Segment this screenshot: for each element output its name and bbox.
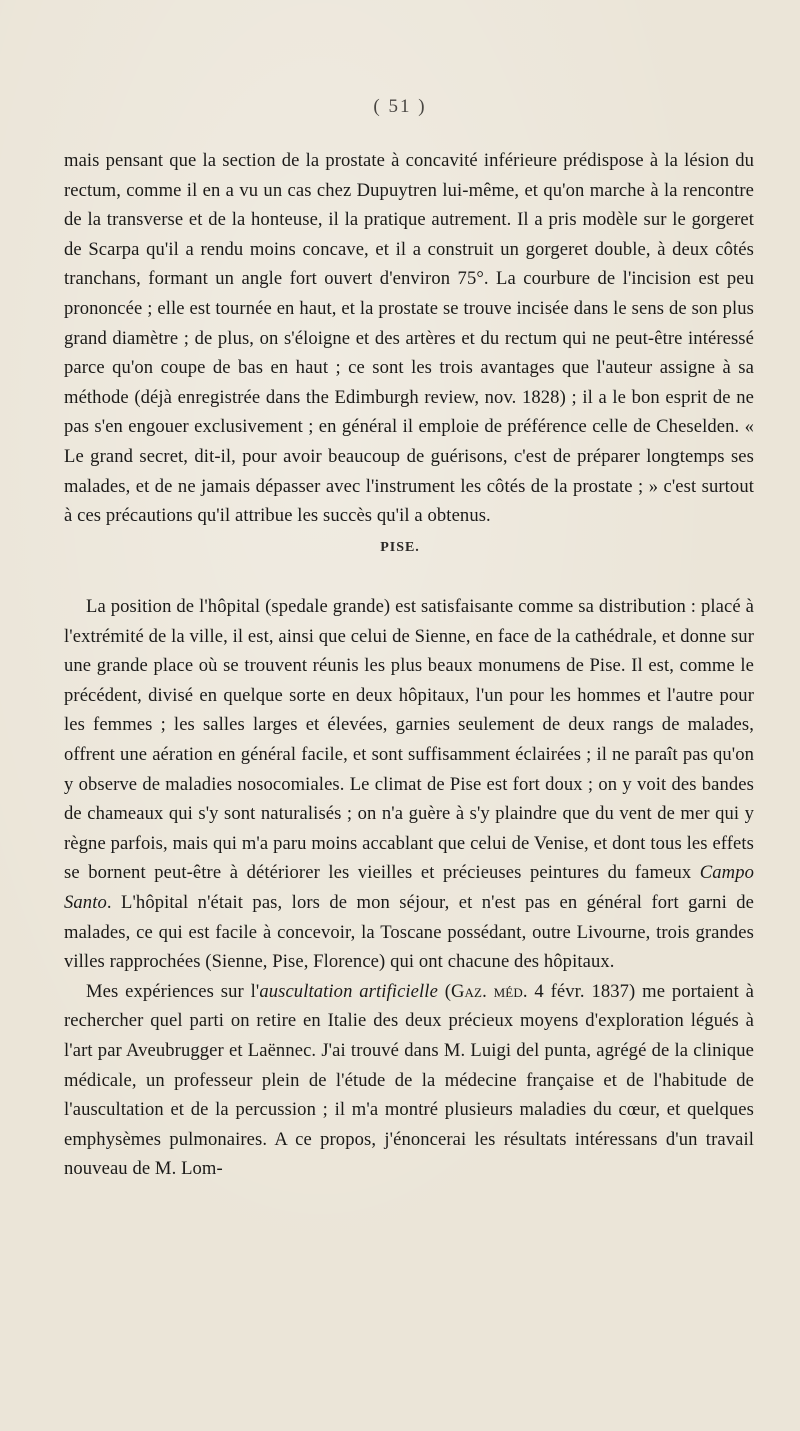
- paragraph: [64, 592, 754, 977]
- paragraph: [64, 977, 754, 1184]
- paragraph-text: (: [437, 980, 452, 1002]
- paragraph-text: 4 févr. 1837) me portaient à rechercher quel parti on retire en Italie des deux précieux moyens d'exploration légués à l'art par Aveubrugger et Laënnec. J'ai trouvé dans M. Luigi del punta, agrégé de la clinique médicale, un professeur plein de l'étude de la médecine française et de l'habitude de l'auscultation et de la percussion ; il m'a montré plusieurs maladies du cœur, et quelques emphysèmes pulmonaires. A ce propos, j'énoncerai les résultats intéressans d'un travail nouveau de M. Lom-: [64, 980, 754, 1180]
- page-number: ( 51 ): [373, 96, 427, 117]
- text-section-pise: [64, 592, 754, 1184]
- paragraph-text: . L'hôpital n'était pas, lors de mon séjour, et n'est pas en général fort garni de malades, ce qui est facile à concevoir, la Toscane possédant, outre Livourne, trois grandes villes rapprochées (Sienne, Pise, Florence) qui ont chacune des hôpitaux.: [64, 891, 754, 973]
- section-heading: PISE.: [380, 540, 420, 555]
- paragraph-text: Mes expériences sur l': [86, 980, 260, 1002]
- italic-text: Campo Santo: [64, 862, 754, 913]
- paragraph-text: La position de l'hôpital (spedale grande) est satisfaisante comme sa distribution : placé à l'extrémité de la ville, il est, ainsi que celui de Sienne, en face de la cathédrale, et donne sur une grande place où se trouvent réunis les plus beaux monumens de Pise. Il est, comme le précédent, divisé en quelque sorte en deux hôpitaux, l'un pour les hommes et l'autre pour les femmes ; les salles larges et élevées, garnies seulement de deux rangs de malades, offrent une aération en général facile, et sont suffisamment éclairées ; il ne paraît pas qu'on y observe de maladies nosocomiales. Le climat de Pise est fort doux ; on y voit des bandes de chameaux qui s'y sont naturalisés ; on n'a guère à s'y plaindre que du vent de mer qui y règne parfois, mais qui m'a paru moins accablant que celui de Venise, et dont tous les effets se bornent peut-être à détériorer les vieilles et précieuses peintures du fameux: [64, 596, 754, 884]
- journal-abbreviation: Gaz. méd.: [451, 980, 528, 1002]
- italic-text: auscultation artificielle: [259, 980, 438, 1002]
- text-section-lithotomy: [64, 146, 754, 531]
- paragraph: mais pensant que la section de la prostate à concavité inférieure prédispose à la lésion du rectum, comme il en a vu un cas chez Dupuytren lui-même, et qu'on marche à la rencontre de la transverse et de la honteuse, il la pratique autrement. Il a pris modèle sur le gorgeret de Scarpa qu'il a rendu moins concave, et il a construit un gorgeret double, à deux côtés tranchans, formant un angle fort ouvert d'environ 75°. La courbure de l'incision est peu prononcée ; elle est tournée en haut, et la prostate se trouve incisée dans le sens de son plus grand diamètre ; de plus, on s'éloigne et des artères et du rectum qui ne peut-être intéressé parce qu'on coupe de bas en haut ; ce sont les trois avantages que l'auteur assigne à sa méthode (déjà enregistrée dans the Edimburgh review, nov. 1828) ; il a le bon esprit de ne pas s'en engouer exclusivement ; en général il emploie de préférence celle de Cheselden. « Le grand secret, dit-il, pour avoir beaucoup de guérisons, c'est de préparer longtemps ses malades, et de ne jamais dépasser avec l'instrument les côtés de la prostate ; » c'est surtout à ces précautions qu'il attribue les succès qu'il a obtenus.: [64, 150, 754, 527]
